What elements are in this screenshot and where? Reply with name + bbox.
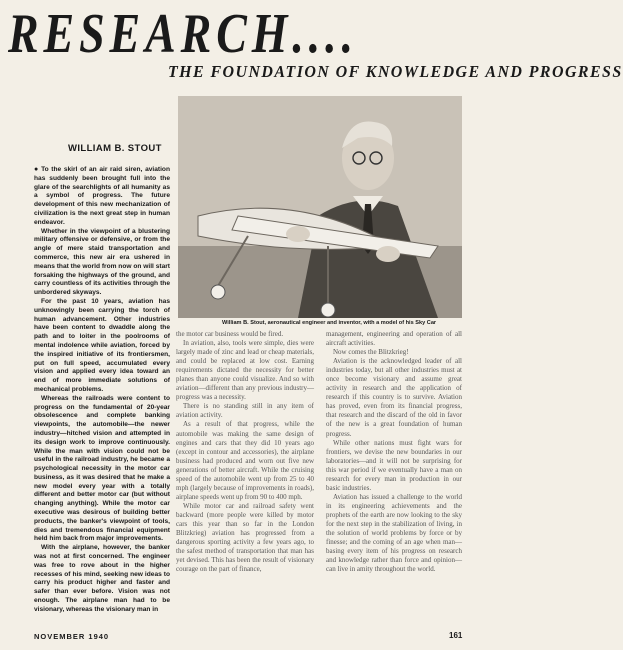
body-column-2 xyxy=(176,330,314,574)
col3-paragraph-5: Aviation has issued a challenge to the world in its engineering achievements and the prophets of the earth are now looking to the sky for the next step in the stabilization of living, in the solution of world problems by force or by finesse; and the coming of an age when man—basing every item of his progress on research and knowledge rather than force and opinion—can live in amity throughout the world. xyxy=(326,492,462,574)
photo-illustration xyxy=(178,96,462,318)
col3-paragraph-3: Aviation is the acknowledged leader of all industries today, but all other industries must at once become visionary and assume great activity in research and the application of research if this country is to survive. Aviation has proved, even from its financial progress, that research and the discard of the old in favor of the new is a great foundation of human progress. xyxy=(326,357,462,438)
col2-paragraph-5: While motor car and railroad safety went backward (more people were killed by motor cars this year than so far in the London Blitzkrieg) aviation has progressed from a dangerous sporting activity a few years ago, to the safest method of transportation that man has yet devised. This has been the result of visionary courage on the part of finance, xyxy=(176,501,314,574)
col3-paragraph-4: While other nations must fight wars for frontiers, we devise the new boundaries in our laboratories—and it will not be surprising for this war period if we eventually have a man on research for every man in production in our basic industries. xyxy=(326,438,462,492)
bullet-icon: ● xyxy=(34,166,40,173)
photo-caption: William B. Stout, aeronautical engineer and inventor, with a model of his Sky Car xyxy=(222,320,437,326)
intro-paragraph-1: ● To the skirl of an air raid siren, aviation has suddenly been brought full into the glare of the searchlights of all humanity as a symbol of progress. The future development of this new mechanization of civilization is the next great step in human endeavor. xyxy=(34,166,170,226)
author-photo xyxy=(178,96,462,318)
author-byline: WILLIAM B. STOUT xyxy=(68,143,162,154)
intro-paragraph-2: Whether in the viewpoint of a blustering military offensive or defensive, or from the angle of mere staid transportation and commerce, this new air era ushered in means that the world from now on will start forsaking the highways of the ground, and carry countless of its activities through the unbordered skyways. xyxy=(34,227,170,297)
col3-paragraph-1: management, engineering and operation of all aircraft activities. xyxy=(326,330,462,348)
article-subtitle: THE FOUNDATION OF KNOWLEDGE AND PROGRESS xyxy=(168,62,623,81)
page-number: 161 xyxy=(449,631,463,640)
col2-paragraph-1: the motor car business would be fired. xyxy=(176,330,284,338)
col2-paragraph-3: There is no standing still in any item of aviation activity. xyxy=(176,402,314,420)
col3-paragraph-2: Now comes the Blitzkrieg! xyxy=(333,348,409,357)
intro-paragraph-3: For the past 10 years, aviation has unknowingly been carrying the torch of human advancement. Other industries have been content to dwaddle along the path and to loiter in the poolrooms of mental indolence while aviation, forced by the inspired initiative of its frontiersmen, put on full speed, accumulated every vision and applied every idea toward an end of more immediate solutions of mechanical problems. xyxy=(34,297,170,393)
col2-paragraph-4: As a result of that progress, while the automobile was making the same design of engines and cars that they did 10 years ago (except in contour and accessories), the airplane business had produced and worn out five new generations of better aircraft. While the cruising speed of the automobile went up from 25 to 40 mph (largely because of improvements in roads), airplane speeds went up from 90 to 400 mph. xyxy=(176,420,314,501)
intro-column xyxy=(34,166,170,615)
col2-paragraph-2: In aviation, also, tools were simple, dies were largely made of zinc and lead or cheap materials, and could be replaced at low cost. Earning requirements dictated the necessity for better planes than anyone could visualize. And so with aviation—different than any previous industry—progress was a necessity. xyxy=(176,339,314,402)
issue-date: NOVEMBER 1940 xyxy=(34,632,110,641)
intro-paragraph-5: With the airplane, however, the banker was not at first concerned. The engineer was free to rove about in the higher recesses of his mind, seeking new ideas to carry his product higher and faster and safer than ever before. Vision was not enough. The airplane man had to be visionary, whereas the visionary man in xyxy=(34,544,170,613)
body-column-3 xyxy=(326,330,462,574)
intro-paragraph-4: Whereas the railroads were content to progress on the fundamental of 20-year obsolescence and complete banking viewpoints, the automobile—the newer industry—hitched vision and attempted in its design work to improve continuously. While the man with vision could not be useful in the railroad industry, he became a psychological necessity in the motor car business, as it was desired that he make a new model every year with a totally different and better motor car (but without changing anything). While the motor car executive was desirous of building better products, the banker's viewpoint of tools, dies and tremendous financial equipment held him back from major improvements. xyxy=(34,394,170,543)
article-title: RESEARCH.... xyxy=(8,3,358,65)
